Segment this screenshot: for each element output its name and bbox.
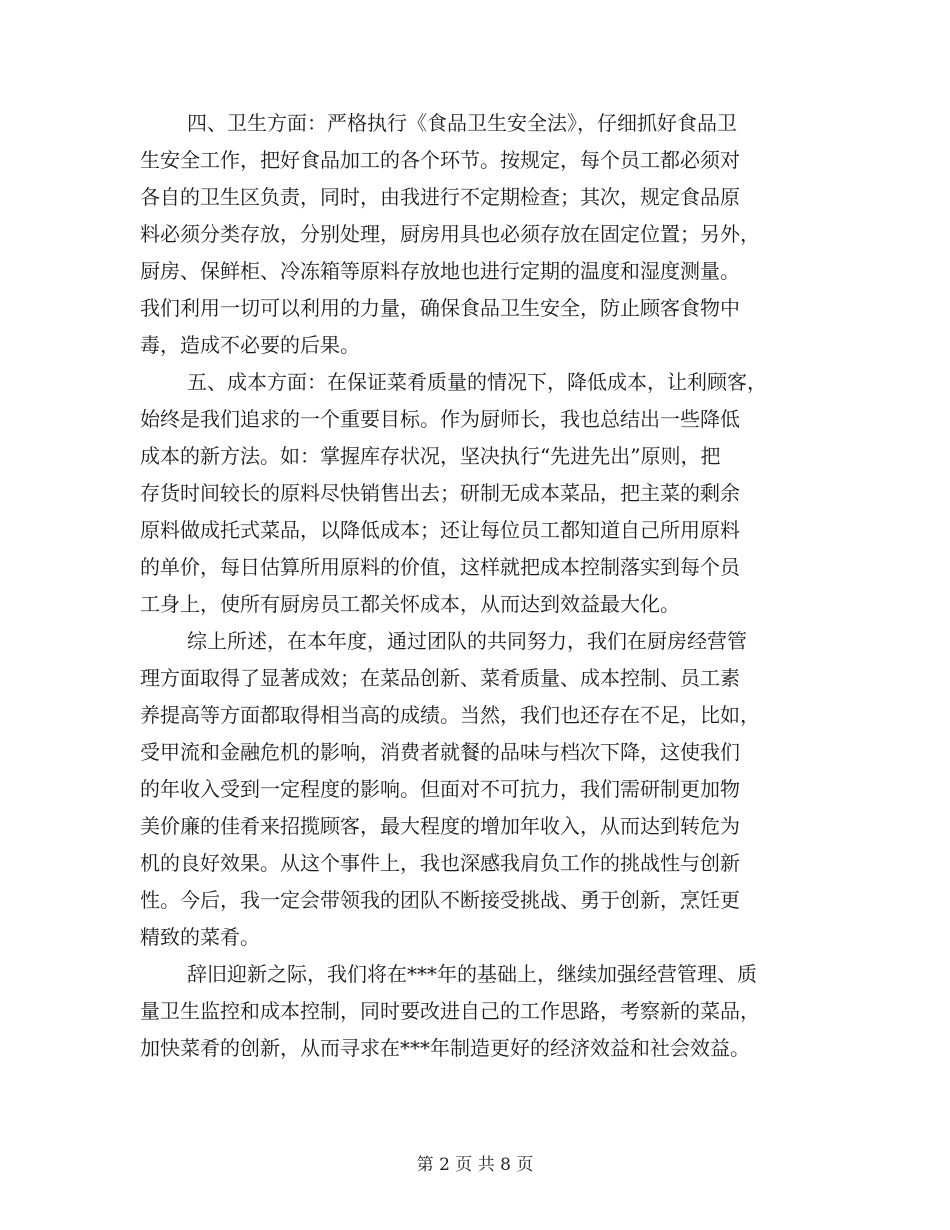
text-line: 的年收入受到一定程度的影响。但面对不可抗力，我们需研制更加物 (140, 777, 740, 801)
text-line: 的单价，每日估算所用原料的价值，这样就把成本控制落实到每个员 (140, 555, 740, 579)
text-line: 各自的卫生区负责，同时，由我进行不定期检查；其次，规定食品原 (140, 185, 740, 209)
text-line: 厨房、保鲜柜、冷冻箱等原料存放地也进行定期的温度和湿度测量。 (140, 259, 740, 283)
paragraph-first-line: 辞旧迎新之际，我们将在***年的基础上，继续加强经营管理、质 (187, 962, 757, 986)
text-line: 养提高等方面都取得相当高的成绩。当然，我们也还存在不足，比如， (140, 703, 760, 727)
paragraph-first-line: 综上所述，在本年度，通过团队的共同努力，我们在厨房经营管 (187, 629, 747, 653)
text-line: 料必须分类存放，分别处理，厨房用具也必须存放在固定位置；另外， (140, 222, 760, 246)
text-line: 量卫生监控和成本控制，同时要改进自己的工作思路，考察新的菜品， (140, 999, 760, 1023)
page-number-label: 第 2 页 共 8 页 (416, 1155, 534, 1175)
document-body (140, 105, 812, 1067)
paragraph-first-line: 五、成本方面：在保证菜肴质量的情况下，降低成本，让利顾客， (187, 370, 767, 394)
text-line: 加快菜肴的创新，从而寻求在***年制造更好的经济效益和社会效益。 (140, 1036, 750, 1060)
text-line: 理方面取得了显著成效；在菜品创新、菜肴质量、成本控制、员工素 (140, 666, 740, 690)
text-line: 始终是我们追求的一个重要目标。作为厨师长，我也总结出一些降低 (140, 407, 740, 431)
page-footer (0, 1153, 950, 1177)
text-line: 工身上，使所有厨房员工都关怀成本，从而达到效益最大化。 (140, 592, 680, 616)
text-line: 存货时间较长的原料尽快销售出去；研制无成本菜品，把主菜的剩余 (140, 481, 740, 505)
text-line: 受甲流和金融危机的影响，消费者就餐的品味与档次下降，这使我们 (140, 740, 740, 764)
text-line: 精致的菜肴。 (140, 925, 260, 949)
text-line: 美价廉的佳肴来招揽顾客，最大程度的增加年收入，从而达到转危为 (140, 814, 740, 838)
text-line: 成本的新方法。如：掌握库存状况，坚决执行“先进先出”原则，把 (140, 444, 721, 468)
text-line: 生安全工作，把好食品加工的各个环节。按规定，每个员工都必须对 (140, 148, 740, 172)
text-line: 原料做成托式菜品，以降低成本；还让每位员工都知道自己所用原料 (140, 518, 740, 542)
text-line: 我们利用一切可以利用的力量，确保食品卫生安全，防止顾客食物中 (140, 296, 740, 320)
text-line: 性。今后，我一定会带领我的团队不断接受挑战、勇于创新，烹饪更 (140, 888, 740, 912)
text-line: 毒，造成不必要的后果。 (140, 333, 360, 357)
text-line: 机的良好效果。从这个事件上，我也深感我肩负工作的挑战性与创新 (140, 851, 740, 875)
paragraph-first-line: 四、卫生方面：严格执行《食品卫生安全法》，仔细抓好食品卫 (187, 111, 737, 135)
